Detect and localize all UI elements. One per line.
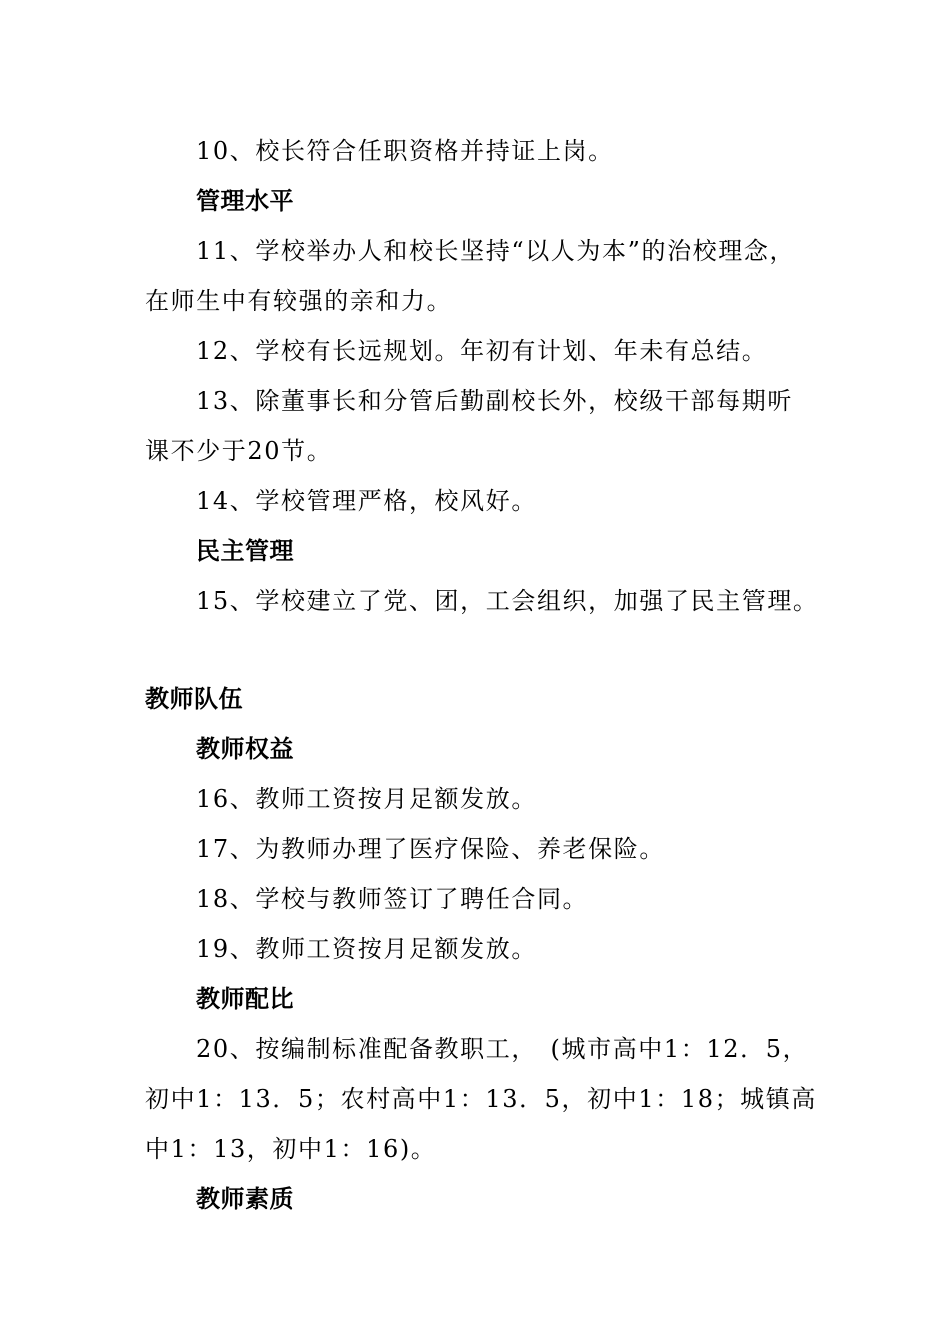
item-20-line3: 中1：13，初中1：16)。 bbox=[145, 1135, 437, 1163]
item-12: 12、学校有长远规划。年初有计划、年未有总结。 bbox=[196, 337, 768, 365]
item-19: 19、教师工资按月足额发放。 bbox=[196, 935, 537, 963]
item-10: 10、校长符合任职资格并持证上岗。 bbox=[196, 137, 614, 165]
item-11-line1: 11、学校举办人和校长坚持“以人为本”的治校理念， bbox=[196, 237, 796, 265]
item-18: 18、学校与教师签订了聘任合同。 bbox=[196, 885, 589, 913]
item-20-line1: 20、按编制标准配备教职工， (城市高中1：12．5， bbox=[196, 1035, 809, 1063]
item-13-line2: 课不少于20节。 bbox=[145, 437, 333, 465]
item-11-line2: 在师生中有较强的亲和力。 bbox=[145, 287, 453, 315]
heading-teacher-quality: 教师素质 bbox=[196, 1185, 294, 1213]
item-17: 17、为教师办理了医疗保险、养老保险。 bbox=[196, 835, 665, 863]
heading-teacher-rights: 教师权益 bbox=[196, 735, 294, 763]
heading-teacher-ratio: 教师配比 bbox=[196, 985, 294, 1013]
heading-democratic-management: 民主管理 bbox=[196, 537, 294, 565]
item-20-line2: 初中1：13．5；农村高中1：13．5，初中1：18；城镇高 bbox=[145, 1085, 817, 1113]
item-16: 16、教师工资按月足额发放。 bbox=[196, 785, 537, 813]
item-15: 15、学校建立了党、团，工会组织，加强了民主管理。 bbox=[196, 587, 819, 615]
section-teachers: 教师队伍 bbox=[145, 685, 243, 713]
heading-management-level: 管理水平 bbox=[196, 187, 294, 215]
item-14: 14、学校管理严格，校风好。 bbox=[196, 487, 537, 515]
item-13-line1: 13、除董事长和分管后勤副校长外，校级干部每期听 bbox=[196, 387, 793, 415]
